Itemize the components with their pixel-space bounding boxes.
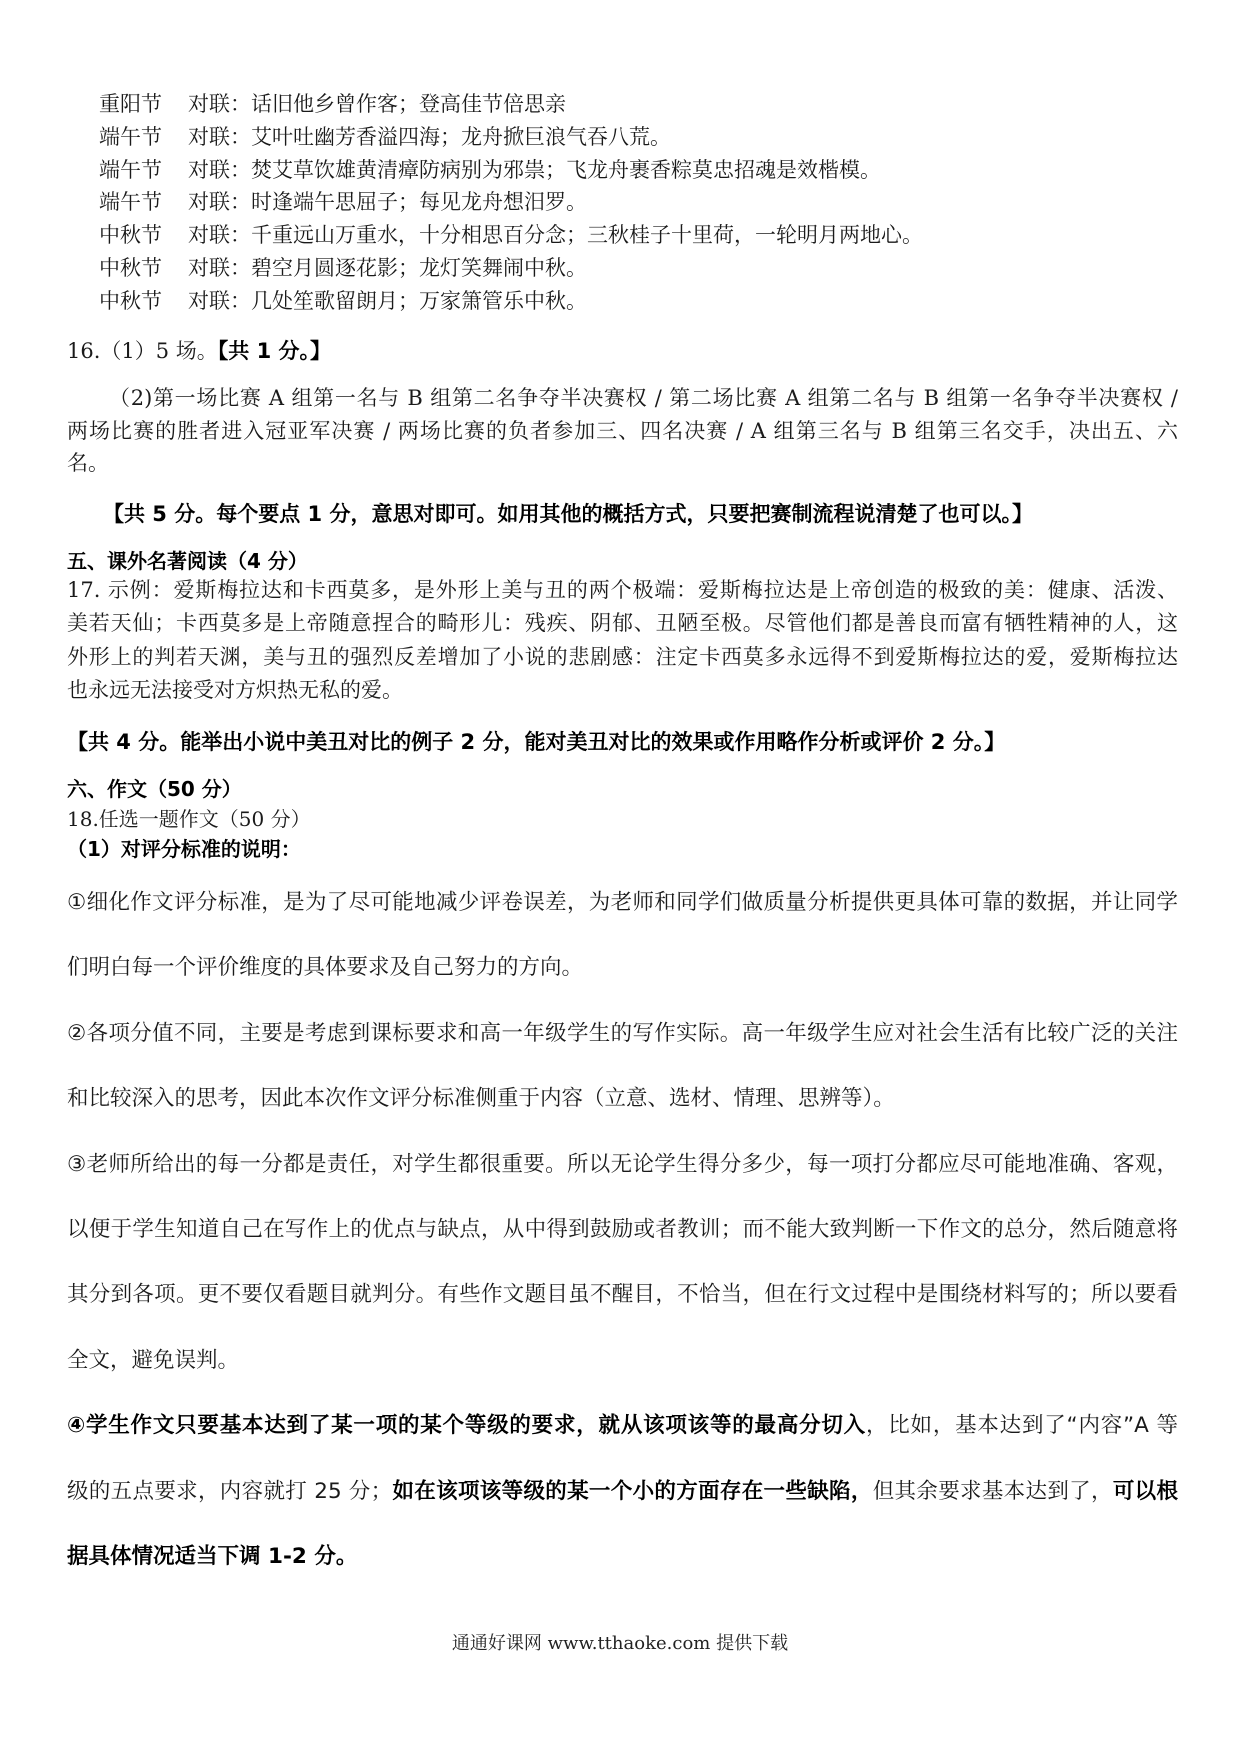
bold-segment: 可以根 — [1112, 1478, 1178, 1504]
festival-name: 端午节 — [99, 190, 162, 215]
text-segment: 但其余要求基本达到了， — [872, 1478, 1113, 1504]
answer-line: 17. 示例：爱斯梅拉达和卡西莫多，是外形上美与丑的两个极端：爱斯梅拉达是上帝创造的极致的美：健康、活泼、 — [67, 578, 1178, 602]
answer-line — [67, 335, 1178, 367]
criteria-line: 们明白每一个评价维度的具体要求及自己努力的方向。 — [67, 955, 584, 981]
couplet-row — [99, 186, 1099, 219]
festival-name: 中秋节 — [99, 288, 162, 313]
text-segment: 级的五点要求，内容就打 25 分； — [67, 1478, 393, 1504]
criteria-item — [67, 870, 1178, 1001]
answer-line: （2)第一场比赛 A 组第一名与 B 组第二名争夺半决赛权 / 第二场比赛 A 组第二名与 B 组第一名争夺半决赛权 / — [109, 386, 1178, 410]
festival-name: 重阳节 — [99, 92, 162, 116]
question-16-part1 — [67, 335, 1178, 367]
couplet-row — [99, 252, 1099, 285]
criteria-item — [67, 1001, 1178, 1132]
couplet-text: 对联：碧空月圆逐花影；龙灯笑舞闹中秋。 — [188, 255, 587, 280]
couplet-row — [99, 121, 1099, 154]
festival-name: 端午节 — [99, 124, 162, 149]
bold-segment: 据具体情况适当下调 1-2 分。 — [67, 1544, 358, 1570]
couplet-row — [99, 154, 1099, 187]
couplet-list — [99, 88, 1099, 318]
couplet-text: 对联：几处笙歌留朗月；万家箫管乐中秋。 — [188, 288, 587, 313]
festival-name: 端午节 — [99, 157, 162, 182]
criteria-line: ①细化作文评分标准，是为了尽可能地减少评卷误差，为老师和同学们做质量分析提供更具体可靠的数据，并让同学 — [67, 890, 1178, 915]
criteria-line — [67, 1393, 1178, 1458]
answer-line: 美若天仙；卡西莫多是上帝随意捏合的畸形儿：残疾、阴郁、丑陋至极。尽管他们都是善良而富有牺牲精神的人，这 — [67, 611, 1178, 636]
question-18-prompt: 18.任选一题作文（50 分） — [67, 807, 311, 831]
section-heading: 五、课外名著阅读（4 分） — [67, 549, 308, 573]
score-note: 【共 1 分。】 — [217, 339, 332, 363]
question-16-part2 — [67, 382, 1178, 480]
criteria-line: 和比较深入的思考，因此本次作文评分标准侧重于内容（立意、选材、情理、思辨等）。 — [67, 1086, 895, 1112]
festival-name: 中秋节 — [99, 255, 162, 280]
answer-line: 也永远无法接受对方炽热无私的爱。 — [67, 678, 403, 703]
criteria-line — [67, 1459, 1178, 1524]
couplet-text: 对联：时逢端午思屈子；每见龙舟想汨罗。 — [188, 190, 587, 215]
couplet-text: 对联：艾叶吐幽芳香溢四海；龙舟掀巨浪气吞八荒。 — [188, 124, 671, 149]
criteria-line: 全文，避免误判。 — [67, 1347, 240, 1373]
page-footer: 通通好课网 www.tthaoke.com 提供下载 — [451, 1633, 789, 1654]
criteria-line: 以便于学生知道自己在写作上的优点与缺点，从中得到鼓励或者教训；而不能大致判断一下作文的总分，然后随意将 — [67, 1217, 1178, 1243]
festival-name: 中秋节 — [99, 223, 162, 248]
score-note: 【共 5 分。每个要点 1 分，意思对即可。如用其他的概括方式，只要把赛制流程说清楚了也可以。】 — [103, 502, 1033, 526]
couplet-text: 对联：千重远山万重水，十分相思百分念；三秋桂子十里荷，一轮明月两地心。 — [188, 223, 923, 248]
text-segment: ，比如，基本达到了“内容”A 等 — [865, 1413, 1178, 1439]
bold-segment: ④学生作文只要基本达到了某一项的某个等级的要求，就从该项该等的最高分切入 — [67, 1413, 866, 1439]
answer-line: 外形上的判若天渊，美与丑的强烈反差增加了小说的悲剧感：注定卡西莫多永远得不到爱斯梅拉达的爱，爱斯梅拉达 — [67, 644, 1178, 669]
couplet-text: 对联：话旧他乡曾作客；登高佳节倍思亲 — [188, 92, 566, 116]
criteria-line — [67, 1524, 1178, 1589]
criteria-item — [67, 1132, 1178, 1394]
couplet-row — [99, 219, 1099, 252]
question-17 — [67, 574, 1178, 708]
criteria-line: ③老师所给出的每一分都是责任，对学生都很重要。所以无论学生得分多少，每一项打分都应尽可能地准确、客观， — [67, 1151, 1178, 1177]
answer-line: 名。 — [67, 451, 109, 475]
couplet-text: 对联：焚艾草饮雄黄清瘴防病别为邪祟；飞龙舟裹香粽莫忠招魂是效楷模。 — [188, 157, 881, 182]
criteria-item — [67, 1393, 1178, 1589]
score-note: 【共 4 分。能举出小说中美丑对比的例子 2 分，能对美丑对比的效果或作用略作分析或评价 2 分。】 — [67, 730, 1006, 754]
criteria-subheading: （1）对评分标准的说明： — [67, 837, 301, 861]
bold-segment: 如在该项该等级的某一个小的方面存在一些缺陷， — [392, 1478, 873, 1504]
criteria-line: ②各项分值不同，主要是考虑到课标要求和高一年级学生的写作实际。高一年级学生应对社会生活有比较广泛的关注 — [67, 1020, 1178, 1046]
answer-line: 两场比赛的胜者进入冠亚军决赛 / 两场比赛的负者参加三、四名决赛 / A 组第三名与 B 组第三名交手，决出五、六 — [67, 418, 1178, 443]
couplet-row — [99, 88, 1099, 121]
section-heading: 六、作文（50 分） — [67, 777, 242, 801]
criteria-list — [67, 870, 1178, 1589]
couplet-row — [99, 285, 1099, 318]
criteria-line: 其分到各项。更不要仅看题目就判分。有些作文题目虽不醒目，不恰当，但在行文过程中是围绕材料写的；所以要看 — [67, 1282, 1178, 1308]
answer-text: 16.（1）5 场。 — [67, 339, 218, 363]
